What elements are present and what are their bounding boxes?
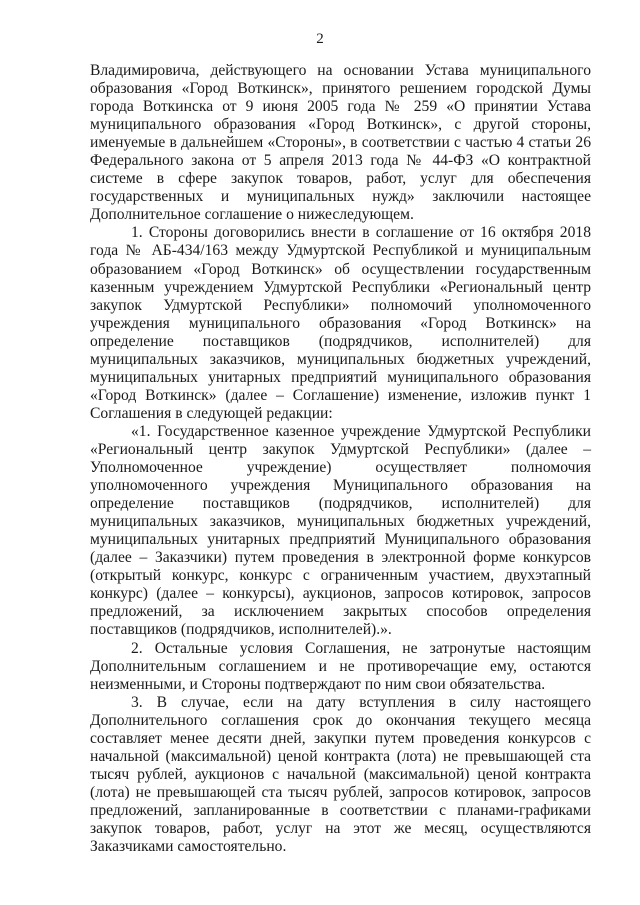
document-body [90, 62, 591, 856]
paragraph-clause-3: 3. В случае, если на дату вступления в силу настоящего Дополнительного соглашения срок до окончания текущего месяца составляет менее десяти дней, закупки путем проведения конкурсов с начальной (максимальной) ценой контракта (лота) не превышающей ста тысяч рублей, аукционов с начальной (максимальной) ценой контракта (лота) не превышающей ста тысяч рублей, запросов котировок, запросов предложений, запланированные в соответствии с планами-графиками закупок товаров, работ, услуг на этот же месяц, осуществляются Заказчиками самостоятельно. [90, 693, 591, 856]
paragraph-parties: Владимировича, действующего на основании Устава муниципального образования «Город Воткинск», принятого решением городской Думы города Воткинска от 9 июня 2005 года № 259 «О принятии Устава муниципального образования «Город Воткинск», с другой стороны, именуемые в дальнейшем «Стороны», в соответствии с частью 4 статьи 26 Федерального закона от 5 апреля 2013 года № 44-ФЗ «О контрактной системе в сфере закупок товаров, работ, услуг для обеспечения государственных и муниципальных нужд» заключили настоящее Дополнительное соглашение о нижеследующем. [90, 62, 591, 224]
paragraph-clause-2: 2. Остальные условия Соглашения, не затронутые настоящим Дополнительным соглашением и не противоречащие ему, остаются неизменными, и Стороны подтверждают по ним свои обязательства. [90, 639, 591, 693]
paragraph-clause-1-text: «1. Государственное казенное учреждение Удмуртской Республики «Региональный центр закупок Удмуртской Республики» (далее – Уполномоченное учреждение) осуществляет полномочия уполномоченного учреждения Муниципального образования на определение поставщиков (подрядчиков, исполнителей) для муниципальных заказчиков, муниципальных бюджетных учреждений, муниципальных унитарных предприятий Муниципального образования (далее – Заказчики) путем проведения в электронной форме конкурсов (открытый конкурс, конкурс с ограниченным участием, двухэтапный конкурс) (далее – конкурсы), аукционов, запросов котировок, запросов предложений, за исключением закрытых способов определения поставщиков (подрядчиков, исполнителей).». [90, 422, 591, 639]
paragraph-clause-1: 1. Стороны договорились внести в соглашение от 16 октября 2018 года № АБ-434/163 между Удмуртской Республикой и муниципальным образованием «Город Воткинск» об осуществлении государственным казенным учреждением Удмуртской Республики «Региональный центр закупок Удмуртской Республики» полномочий уполномоченного учреждения муниципального образования «Город Воткинск» на определение поставщиков (подрядчиков, исполнителей) для муниципальных заказчиков, муниципальных бюджетных учреждений, муниципальных унитарных предприятий муниципального образования «Город Воткинск» (далее – Соглашение) изменение, изложив пункт 1 Соглашения в следующей редакции: [90, 224, 591, 422]
page-number: 2 [316, 31, 324, 47]
